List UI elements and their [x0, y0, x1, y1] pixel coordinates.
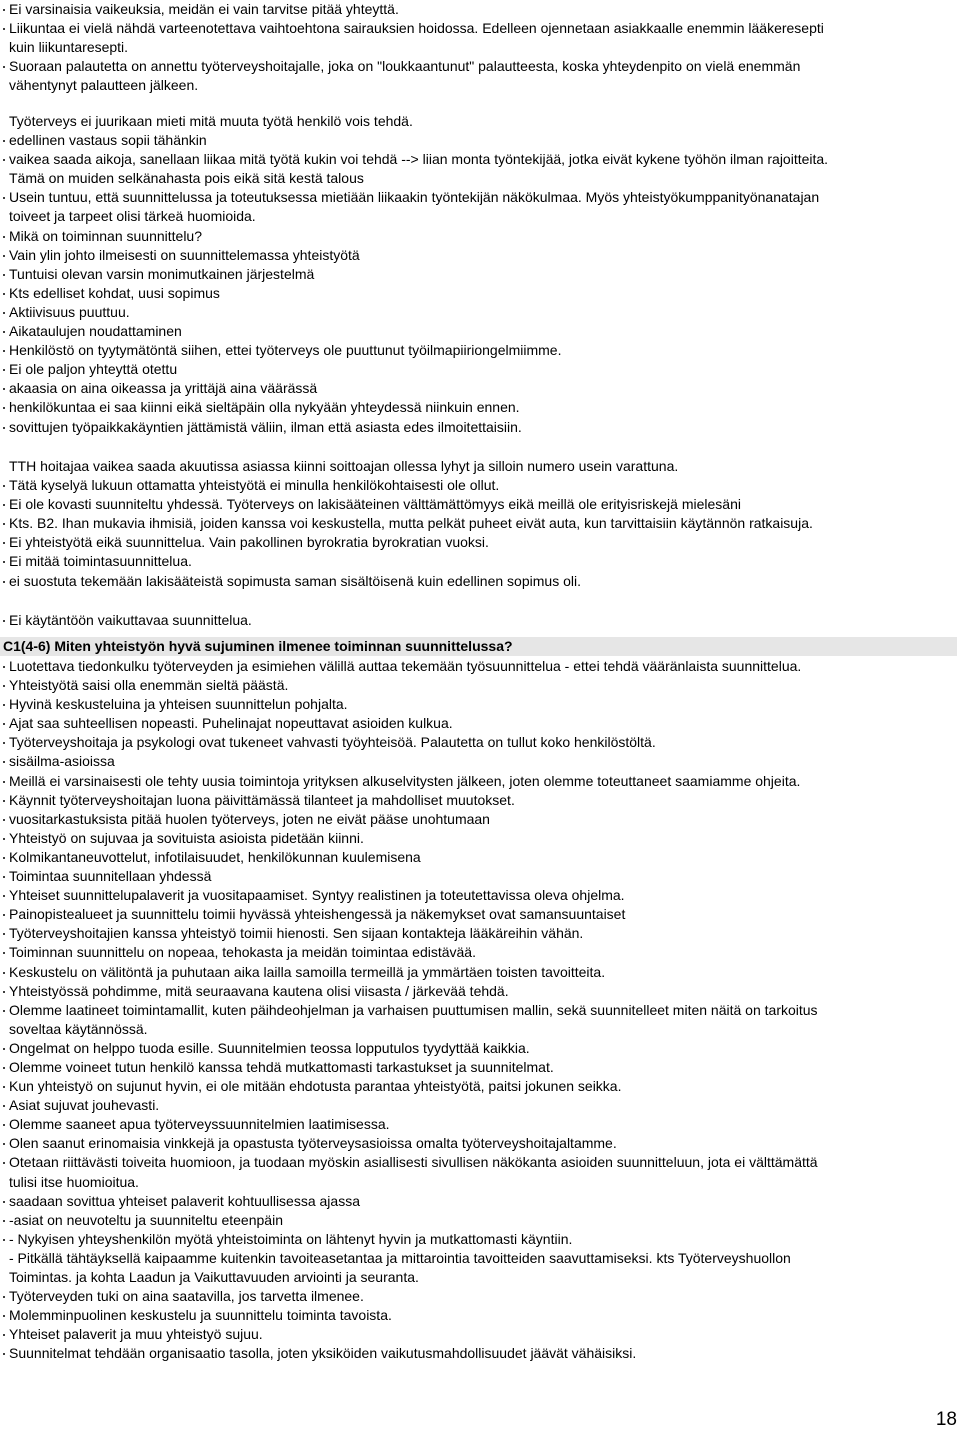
bullet-item: [0, 1115, 950, 1134]
bullet-item: [0, 1192, 950, 1211]
text-block-1: [0, 0, 950, 95]
line-text: tulisi itse huomioitua.: [9, 1173, 139, 1190]
text-block-2: [0, 112, 950, 437]
line-text: Tätä kyselyä lukuun ottamatta yhteistyötä ei minulla henkilökohtaisesti ole ollut.: [9, 477, 500, 494]
bullet-icon: [3, 742, 5, 744]
line-text: Työterveyshoitaja ja psykologi ovat tukeneet vahvasti työyhteisöä. Palautetta on tullut koko henkilöstöltä.: [9, 734, 656, 751]
bullet-icon: [3, 1143, 5, 1145]
bullet-icon: [3, 876, 5, 878]
bullet-icon: [3, 312, 5, 314]
bullet-item: [0, 733, 950, 752]
bullet-icon: [3, 620, 5, 622]
line-text: soveltaa käytännössä.: [9, 1020, 148, 1037]
line-text: henkilökuntaa ei saa kiinni eikä sieltäpäin olla nykyään yhteydessä niinkuin ennen.: [9, 399, 520, 416]
bullet-icon: [3, 388, 5, 390]
line-text: Painopistealueet ja suunnittelu toimii hyvässä yhteishengessä ja näkemykset ovat samansuuntaiset: [9, 906, 626, 923]
line-text: Yhteiset suunnittelupalaverit ja vuositapaamiset. Syntyy realistinen ja toteutettavissa oleva ohjelma.: [9, 887, 625, 904]
line-text: Ei varsinaisia vaikeuksia, meidän ei vain tarvitse pitää yhteyttä.: [9, 1, 399, 17]
line-text: TTH hoitajaa vaikea saada akuutissa asiassa kiinni soittoajan ollessa lyhyt ja silloin numero usein varattuna.: [9, 458, 679, 474]
bullet-item: [0, 398, 950, 417]
bullet-icon: [3, 1353, 5, 1355]
line-text: Vain ylin johto ilmeisesti on suunnittelemassa yhteistyötä: [9, 246, 360, 263]
bullet-icon: [3, 331, 5, 333]
line-text: vaikea saada aikoja, sanellaan liikaa mitä työtä kukin voi tehdä --> liian monta työntekijää, jotka eivät kykene työhön ilman rajoitteita.: [9, 151, 829, 168]
line-text: Työterveyshoitajien kanssa yhteistyö toimii hienosti. Sen sijaan kontakteja lääkäreihin vähän.: [9, 925, 584, 942]
bullet-item: [0, 246, 950, 265]
bullet-item: [0, 657, 950, 676]
bullet-item: [0, 924, 950, 943]
bullet-item: [0, 982, 950, 1001]
line-text: vähentynyt palautteen jälkeen.: [9, 77, 199, 94]
line-text: Tämä on muiden selkänahasta pois eikä sitä kestä talous: [9, 170, 364, 187]
line-text: Toiminnan suunnittelu on nopeaa, tehokasta ja meidän toimintaa edistävää.: [9, 944, 476, 961]
line-text: toiveet ja tarpeet olisi tärkeä huomioida.: [9, 208, 256, 225]
bullet-icon: [3, 485, 5, 487]
text-line: [0, 457, 950, 476]
bullet-icon: [3, 28, 5, 30]
line-text: Molemminpuolinen keskustelu ja suunnittelu toiminta tavoista.: [9, 1307, 392, 1324]
bullet-item: [0, 810, 950, 829]
text-line: [0, 1249, 950, 1268]
bullet-item: [0, 714, 950, 733]
bullet-icon: [3, 1105, 5, 1107]
line-text: Yhteistyössä pohdimme, mitä seuraavana kautena olisi viisasta / järkevää tehdä.: [9, 982, 509, 999]
bullet-item: [0, 1325, 950, 1344]
bullet-item: [0, 514, 950, 533]
line-text: Kun yhteistyö on sujunut hyvin, ei ole mitään ehdotusta parantaa yhteistyötä, paitsi jokunen seikka.: [9, 1078, 622, 1095]
bullet-icon: [3, 991, 5, 993]
line-text: saadaan sovittua yhteiset palaverit kohtuullisessa ajassa: [9, 1192, 360, 1209]
bullet-item: [0, 943, 950, 962]
bullet-icon: [3, 666, 5, 668]
bullet-icon: [3, 350, 5, 352]
bullet-item: [0, 322, 950, 341]
bullet-item: [0, 848, 950, 867]
bullet-icon: [3, 1296, 5, 1298]
line-text: Luotettava tiedonkulku työterveyden ja esimiehen välillä auttaa tekemään työsuunnittelua - ettei tehdä vääränlaista suunnittelua.: [9, 658, 802, 674]
bullet-icon: [3, 761, 5, 763]
line-text: Usein tuntuu, että suunnittelussa ja toteutuksessa mietiään liikaakin työntekijän näkökulmaa. Myös yhteistyökumppanityönanatajan: [9, 189, 820, 206]
line-text: Kts edelliset kohdat, uusi sopimus: [9, 284, 220, 301]
bullet-item: [0, 752, 950, 771]
bullet-item: [0, 886, 950, 905]
bullet-icon: [3, 1048, 5, 1050]
bullet-icon: [3, 255, 5, 257]
line-text: Ei mitää toimintasuunnittelua.: [9, 553, 192, 570]
bullet-item: [0, 341, 950, 360]
line-text: ei suostuta tekemään lakisääteistä sopimusta saman sisältöisenä kuin edellinen sopimus oli.: [9, 572, 581, 589]
line-text: Ei yhteistyötä eikä suunnittelua. Vain pakollinen byrokratia byrokratian vuoksi.: [9, 534, 489, 551]
bullet-icon: [3, 66, 5, 68]
line-text: Käynnit työterveyshoitajan luona päivittämässä tilanteet ja mahdolliset muutokset.: [9, 791, 515, 808]
bullet-icon: [3, 542, 5, 544]
bullet-item: [0, 533, 950, 552]
bullet-icon: [3, 197, 5, 199]
bullet-item: [0, 1039, 950, 1058]
bullet-icon: [3, 523, 5, 525]
bullet-item: [0, 572, 950, 591]
bullet-icon: [3, 140, 5, 142]
line-text: Asiat sujuvat jouhevasti.: [9, 1097, 160, 1114]
bullet-item: [0, 227, 950, 246]
text-line: [0, 1268, 950, 1287]
bullet-icon: [3, 159, 5, 161]
bullet-icon: [3, 1239, 5, 1241]
bullet-item: [0, 265, 950, 284]
bullet-item: [0, 1287, 950, 1306]
line-text: kuin liikuntaresepti.: [9, 39, 129, 56]
line-text: Mikä on toiminnan suunnittelu?: [9, 227, 203, 244]
bullet-item: [0, 1134, 950, 1153]
line-text: Liikuntaa ei vielä nähdä varteenotettava vaihtoehtona sairauksien hoidossa. Edelleen ojennetaan asiakkaalle enemmin lääkeresepti: [9, 20, 824, 37]
bullet-icon: [3, 933, 5, 935]
bullet-item: [0, 829, 950, 848]
bullet-item: [0, 379, 950, 398]
bullet-item: [0, 695, 950, 714]
line-text: Tuntuisi olevan varsin monimutkainen järjestelmä: [9, 265, 315, 282]
line-text: Aikataulujen noudattaminen: [9, 323, 182, 340]
bullet-item: [0, 476, 950, 495]
text-line: [0, 76, 950, 95]
bullet-item: [0, 1211, 950, 1230]
bullet-icon: [3, 561, 5, 563]
bullet-icon: [3, 407, 5, 409]
bullet-item: [0, 611, 950, 630]
bullet-item: [0, 867, 950, 886]
bullet-icon: [3, 581, 5, 583]
bullet-icon: [3, 819, 5, 821]
bullet-icon: [3, 274, 5, 276]
bullet-item: [0, 1306, 950, 1325]
line-text: - Nykyisen yhteyshenkilön myötä yhteistoiminta on lähtenyt hyvin ja mutkattomasti käyntiin.: [9, 1230, 573, 1247]
bullet-icon: [3, 857, 5, 859]
line-text: Olemme voineet tutun henkilö kanssa tehdä mutkattomasti tarkastukset ja suunnitelmat.: [9, 1058, 554, 1075]
line-text: Keskustelu on välitöntä ja puhutaan aika lailla samoilla termeillä ja ymmärtäen toisten tavoitteita.: [9, 963, 606, 980]
line-text: Yhteistyötä saisi olla enemmän sieltä päästä.: [9, 677, 289, 694]
bullet-item: [0, 1230, 950, 1249]
text-line: [0, 207, 950, 226]
bullet-item: [0, 1058, 950, 1077]
bullet-icon: [3, 781, 5, 783]
line-text: Meillä ei varsinaisesti ole tehty uusia toimintoja yrityksen alkuselvitysten jälkeen, joten olemme toteuttaneet saamiamme ohjeita.: [9, 772, 801, 789]
line-text: -asiat on neuvoteltu ja suunniteltu eteenpäin: [9, 1211, 283, 1228]
bullet-item: [0, 131, 950, 150]
bullet-icon: [3, 1086, 5, 1088]
line-text: Ongelmat on helppo tuoda esille. Suunnitelmien teossa lopputulos tyydyttää kaikkia.: [9, 1039, 530, 1056]
bullet-item: [0, 284, 950, 303]
line-text: edellinen vastaus sopii tähänkin: [9, 132, 207, 149]
line-text: Suoraan palautetta on annettu työterveyshoitajalle, joka on "loukkaantunut" palautteesta, koska yhteydenpito on vielä enemmän: [9, 58, 801, 75]
bullet-icon: [3, 9, 5, 11]
line-text: Henkilöstö on tyytymätöntä siihen, ettei työterveys ole puuttunut työilmapiiriongelmiimme.: [9, 342, 562, 359]
text-block-5: [0, 657, 950, 1363]
bullet-item: [0, 19, 950, 38]
line-text: Ajat saa suhteellisen nopeasti. Puhelinajat nopeuttavat asioiden kulkua.: [9, 715, 453, 732]
line-text: Hyvinä keskusteluina ja yhteisen suunnittelun pohjalta.: [9, 696, 348, 713]
line-text: - Pitkällä tähtäyksellä kaipaamme kuitenkin tavoiteasetantaa ja mittarointia tavoitteiden saavuttamiseksi. kts Työterveyshuollon: [9, 1249, 791, 1266]
text-line: [0, 169, 950, 188]
line-text: Toimintaa suunnitellaan yhdessä: [9, 868, 212, 885]
line-text: Kts. B2. Ihan mukavia ihmisiä, joiden kanssa voi keskustella, mutta pelkät puheet eivät auta, kun tarvittaisiin käytännön ratkaisuja.: [9, 515, 813, 532]
text-line: [0, 38, 950, 57]
section-heading: C1(4-6) Miten yhteistyön hyvä sujuminen ilmenee toiminnan suunnittelussa?: [0, 637, 957, 656]
bullet-item: [0, 188, 950, 207]
line-text: sisäilma-asioissa: [9, 753, 115, 770]
line-text: Työterveyden tuki on aina saatavilla, jos tarvetta ilmenee.: [9, 1288, 364, 1305]
bullet-icon: [3, 723, 5, 725]
line-text: Otetaan riittävästi toiveita huomioon, ja tuodaan myöskin asiallisesti sivullisen näkökanta asioiden suunnitteluun, jota ei välttämättä: [9, 1154, 818, 1171]
line-text: Suunnitelmat tehdään organisaatio tasolla, joten yksiköiden vaikutusmahdollisuudet jäävät vähäisiksi.: [9, 1345, 637, 1362]
line-text: Ei ole kovasti suunniteltu yhdessä. Työterveys on lakisääteinen välttämättömyys eikä meillä ole erityisriskejä mielesäni: [9, 496, 741, 513]
bullet-icon: [3, 236, 5, 238]
bullet-icon: [3, 952, 5, 954]
line-text: Olen saanut erinomaisia vinkkejä ja opastusta työterveysasioissa omalta työterveyshoitajaltamme.: [9, 1135, 617, 1152]
line-text: Yhteiset palaverit ja muu yhteistyö sujuu.: [9, 1326, 263, 1343]
line-text: Yhteistyö on sujuvaa ja sovituista asioista pidetään kiinni.: [9, 829, 364, 846]
bullet-icon: [3, 914, 5, 916]
bullet-icon: [3, 1162, 5, 1164]
bullet-icon: [3, 1201, 5, 1203]
bullet-icon: [3, 1334, 5, 1336]
bullet-item: [0, 360, 950, 379]
bullet-icon: [3, 1220, 5, 1222]
line-text: Ei ole paljon yhteyttä otettu: [9, 361, 178, 378]
bullet-item: [0, 1001, 950, 1020]
line-text: Työterveys ei juurikaan mieti mitä muuta työtä henkilö vois tehdä.: [9, 113, 413, 129]
bullet-icon: [3, 369, 5, 371]
bullet-item: [0, 1153, 950, 1172]
bullet-item: [0, 1077, 950, 1096]
text-block-3: [0, 457, 950, 591]
bullet-icon: [3, 972, 5, 974]
line-text: vuositarkastuksista pitää huolen työterveys, joten ne eivät pääse unohtumaan: [9, 810, 490, 827]
bullet-icon: [3, 1315, 5, 1317]
line-text: sovittujen työpaikkakäyntien jättämistä väliin, ilman että asiasta edes ilmoitettaisiin.: [9, 418, 522, 435]
text-block-4: [0, 611, 950, 630]
line-text: Toimintas. ja kohta Laadun ja Vaikuttavuuden arviointi ja seuranta.: [9, 1269, 419, 1285]
bullet-item: [0, 303, 950, 322]
bullet-item: [0, 772, 950, 791]
bullet-icon: [3, 895, 5, 897]
bullet-item: [0, 418, 950, 437]
bullet-item: [0, 1344, 950, 1363]
bullet-item: [0, 150, 950, 169]
bullet-icon: [3, 427, 5, 429]
bullet-icon: [3, 704, 5, 706]
text-line: [0, 1173, 950, 1192]
bullet-item: [0, 495, 950, 514]
section-heading-wrap: [0, 637, 957, 656]
line-text: Kolmikantaneuvottelut, infotilaisuudet, henkilökunnan kuulemisena: [9, 848, 421, 865]
bullet-item: [0, 791, 950, 810]
line-text: Olemme saaneet apua työterveyssuunnitelmien laatimisessa.: [9, 1116, 390, 1133]
bullet-icon: [3, 838, 5, 840]
line-text: Aktiivisuus puuttuu.: [9, 303, 130, 320]
bullet-item: [0, 0, 950, 19]
bullet-item: [0, 57, 950, 76]
bullet-icon: [3, 1067, 5, 1069]
bullet-icon: [3, 800, 5, 802]
bullet-icon: [3, 685, 5, 687]
bullet-icon: [3, 1124, 5, 1126]
text-line: [0, 112, 950, 131]
bullet-icon: [3, 504, 5, 506]
page-number: 18: [935, 1409, 957, 1430]
bullet-item: [0, 905, 950, 924]
bullet-icon: [3, 1010, 5, 1012]
bullet-item: [0, 1096, 950, 1115]
bullet-item: [0, 676, 950, 695]
bullet-item: [0, 963, 950, 982]
line-text: Olemme laatineet toimintamallit, kuten päihdeohjelman ja varhaisen puuttumisen mallin, sekä suunnitelleet miten näitä on tarkoitus: [9, 1001, 818, 1018]
bullet-item: [0, 552, 950, 571]
line-text: akaasia on aina oikeassa ja yrittäjä aina väärässä: [9, 380, 318, 397]
line-text: Ei käytäntöön vaikuttavaa suunnittelua.: [9, 612, 252, 628]
bullet-icon: [3, 293, 5, 295]
text-line: [0, 1020, 950, 1039]
